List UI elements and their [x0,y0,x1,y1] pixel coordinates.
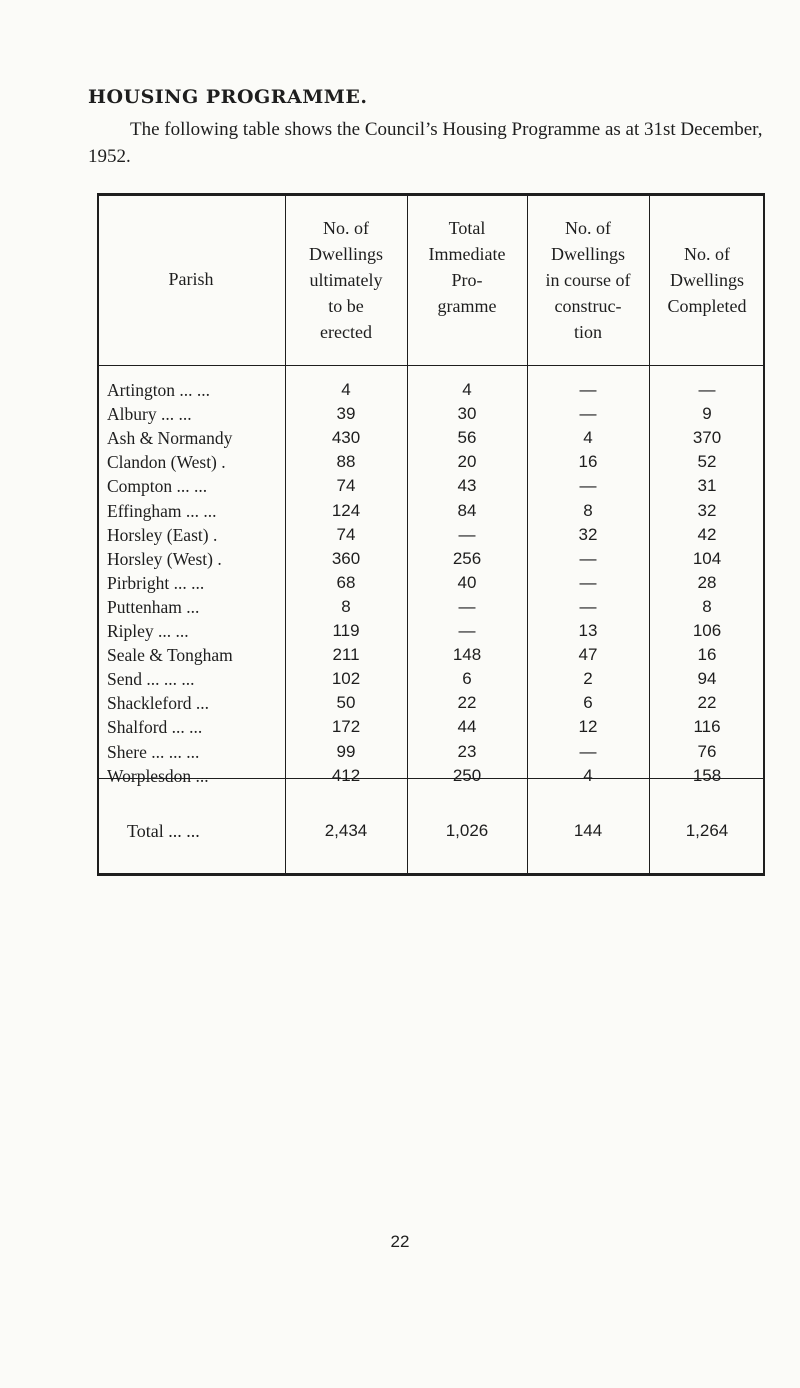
immediate-cell: 43 [457,476,477,496]
in-course-cell: — [579,380,597,399]
in-course-cell: 8 [583,500,593,520]
immediate-cell: 40 [457,572,477,592]
header-line: Immediate [428,244,506,264]
header-total-immediate-programme [407,215,527,319]
completed-cell: 22 [697,693,717,713]
ultimately-cell: 50 [336,693,356,713]
table-row [97,715,765,739]
parish-cell: Horsley (East) . [107,524,218,545]
completed-cell: 28 [697,572,717,592]
ultimately-cell: 172 [331,717,361,737]
total-ultimately: 2,434 [324,821,368,840]
total-row [97,819,765,843]
in-course-cell: — [579,596,597,616]
immediate-cell: — [458,524,476,544]
table-row [97,402,765,426]
immediate-cell: 23 [457,741,477,761]
in-course-cell: 13 [578,621,598,640]
table-row [97,667,765,691]
table-row [97,764,765,788]
header-line: gramme [437,296,497,316]
header-line: Pro- [451,270,483,290]
immediate-cell: 4 [462,380,472,399]
header-bottom-rule [97,365,765,366]
total-label: Total ... ... [127,821,200,841]
completed-cell: 31 [697,476,717,496]
ultimately-cell: 88 [336,452,356,472]
immediate-cell: 20 [457,452,477,472]
parish-cell: Clandon (West) . [107,452,226,473]
completed-cell: 8 [702,596,712,616]
completed-cell: 116 [693,717,721,737]
parish-cell: Ash & Normandy [107,428,233,449]
completed-cell: 42 [697,524,717,544]
immediate-cell: 6 [462,669,472,689]
table-row [97,426,765,450]
ultimately-cell: 74 [336,524,356,544]
immediate-cell: — [458,621,476,640]
completed-cell: 106 [692,621,722,640]
ultimately-cell: 4 [341,380,351,399]
parish-cell: Seale & Tongham [107,645,233,666]
intro-paragraph: The following table shows the Council’s Housing Programme as at 31st December, 1952. [88,119,763,167]
table-row [97,450,765,474]
table-row [97,474,765,498]
header-line: No. of [684,244,730,264]
completed-cell: 32 [697,500,717,520]
parish-cell: Shere ... ... ... [107,741,200,762]
table-row [97,740,765,764]
in-course-cell: 12 [578,717,598,737]
immediate-cell: 30 [457,404,477,424]
parish-cell: Worplesdon ... [107,765,209,786]
ultimately-cell: 119 [332,621,360,640]
header-line: Parish [168,269,214,289]
header-line: construc- [554,296,622,316]
parish-cell: Effingham ... ... [107,500,217,521]
in-course-cell: 4 [583,428,593,448]
header-line: erected [320,322,372,342]
in-course-cell: 2 [583,669,593,689]
header-line: Completed [667,296,747,316]
parish-cell: Horsley (West) . [107,548,222,569]
header-line: No. of [565,218,611,238]
immediate-cell: 56 [457,428,477,448]
in-course-cell: — [579,741,597,761]
ultimately-cell: 8 [341,596,351,616]
completed-cell: 158 [692,765,722,785]
immediate-cell: 148 [452,645,482,665]
completed-cell: 104 [692,548,722,568]
table-row [97,547,765,571]
table-bottom-rule [97,873,765,876]
ultimately-cell: 430 [331,428,361,448]
header-dwellings-completed [649,241,765,319]
ultimately-cell: 360 [331,548,361,568]
table-row [97,571,765,595]
immediate-cell: — [458,596,476,616]
completed-cell: — [698,380,716,399]
in-course-cell: — [579,572,597,592]
header-line: No. of [323,218,369,238]
header-dwellings-in-course [527,215,649,345]
ultimately-cell: 39 [336,404,356,424]
page-heading: HOUSING PROGRAMME. [88,86,368,108]
header-line: Dwellings [309,244,383,264]
header-parish [97,266,285,292]
completed-cell: 52 [697,452,717,472]
completed-cell: 16 [697,645,717,665]
in-course-cell: — [579,548,597,568]
ultimately-cell: 74 [336,476,356,496]
header-line: in course of [545,270,631,290]
total-immediate: 1,026 [445,821,489,840]
header-line: Total [448,218,486,238]
parish-cell: Pirbright ... ... [107,572,205,593]
completed-cell: 9 [702,404,712,424]
in-course-cell: 47 [578,645,598,665]
ultimately-cell: 99 [336,741,356,761]
table-row [97,643,765,667]
table-row [97,499,765,523]
page-number: 22 [390,1232,410,1251]
header-line: Dwellings [670,270,744,290]
completed-cell: 76 [697,741,717,761]
in-course-cell: 6 [583,693,593,713]
table-row [97,523,765,547]
ultimately-cell: 211 [332,645,360,665]
housing-table [97,193,765,876]
parish-cell: Compton ... ... [107,476,208,497]
table-row [97,595,765,619]
parish-cell: Ripley ... ... [107,621,189,641]
immediate-cell: 44 [457,717,477,737]
immediate-cell: 22 [457,693,477,713]
header-line: ultimately [309,270,383,290]
parish-cell: Shalford ... ... [107,717,203,738]
ultimately-cell: 102 [331,669,361,689]
in-course-cell: 4 [583,765,593,785]
header-line: Dwellings [551,244,625,264]
in-course-cell: — [579,476,597,496]
in-course-cell: 16 [578,452,598,472]
completed-cell: 94 [697,669,717,689]
header-line: tion [573,322,602,342]
table-row [97,378,765,402]
table-top-rule [97,193,765,196]
header-line: to be [328,296,364,316]
parish-cell: Puttenham ... [107,596,200,617]
immediate-cell: 250 [452,765,482,785]
parish-cell: Send ... ... ... [107,669,195,690]
immediate-cell: 84 [457,500,477,520]
header-dwellings-ultimately [285,215,407,345]
parish-cell: Artington ... ... [107,380,211,400]
table-row [97,691,765,715]
in-course-cell: — [579,404,597,424]
parish-cell: Shackleford ... [107,693,210,714]
table-row [97,619,765,643]
ultimately-cell: 412 [331,765,361,785]
total-completed: 1,264 [685,821,729,840]
parish-cell: Albury ... ... [107,404,192,425]
ultimately-cell: 124 [331,500,361,520]
completed-cell: 370 [692,428,722,448]
immediate-cell: 256 [452,548,482,568]
in-course-cell: 32 [578,524,598,544]
total-in-course: 144 [573,821,603,840]
ultimately-cell: 68 [336,572,356,592]
